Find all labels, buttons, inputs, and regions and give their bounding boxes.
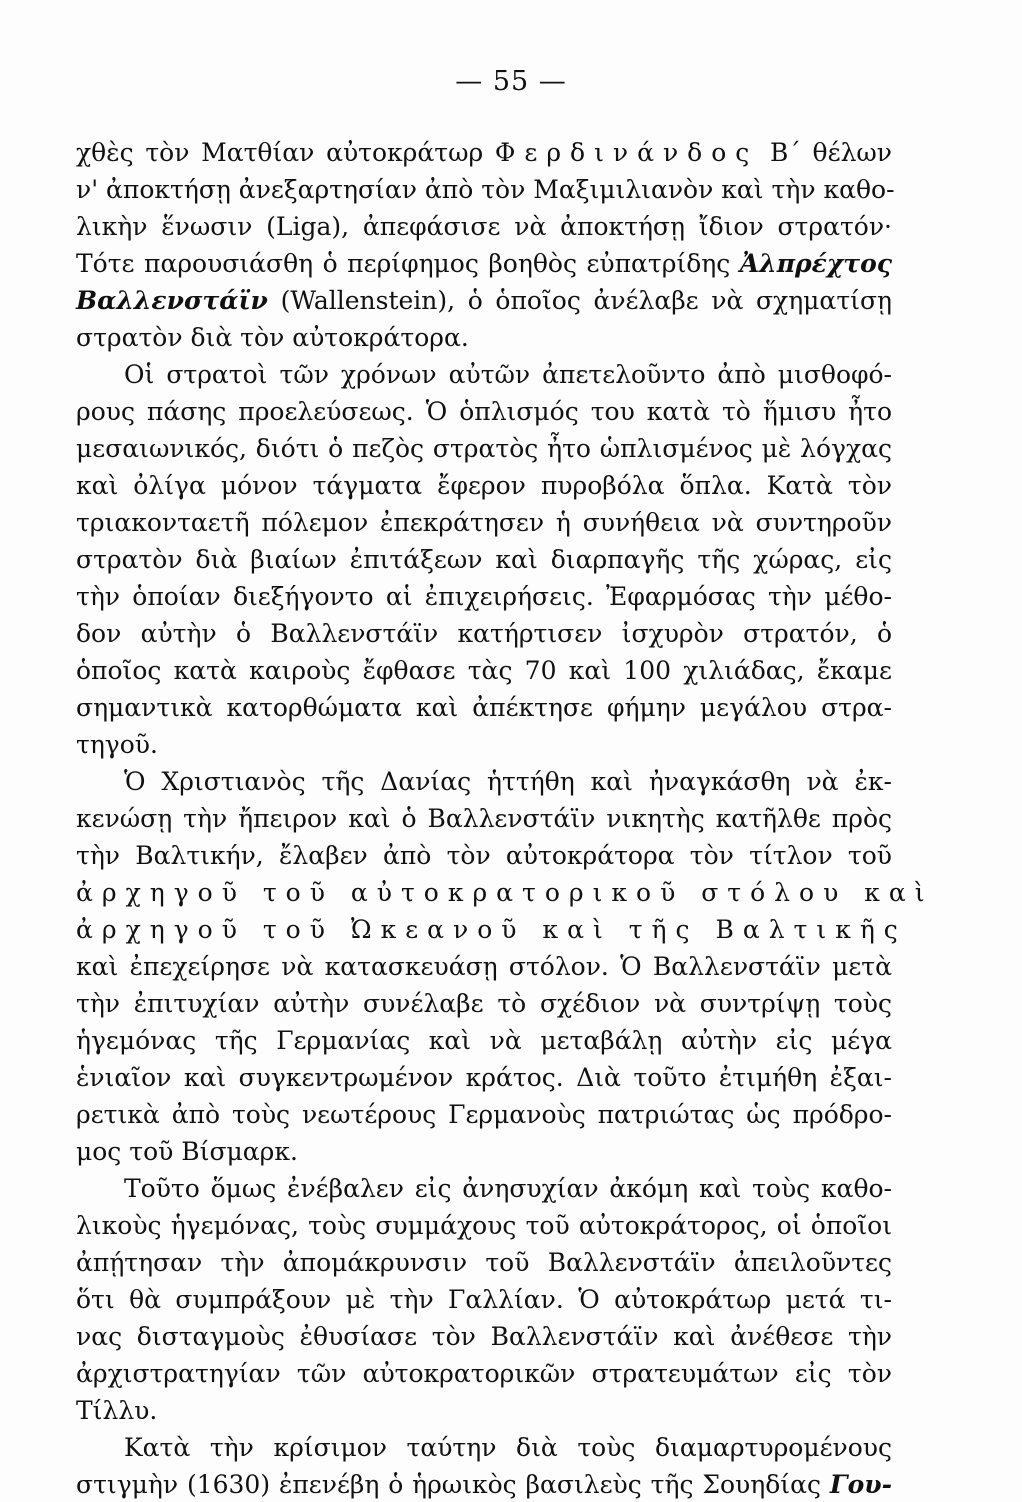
text-line: μος τοῦ Βίσμαρκ. bbox=[76, 1137, 298, 1166]
text-line: ν' ἀποκτήσῃ ἀνεξαρτησίαν ἀπὸ τὸν Μαξιμιλιανὸν καὶ τὴν καθο- bbox=[76, 175, 895, 204]
text-line: Κατὰ τὴν κρίσιμον ταύτην διὰ τοὺς διαμαρτυρομένους bbox=[124, 1433, 892, 1462]
text-line: καὶ ἐπεχείρησε νὰ κατασκευάσῃ στόλον. Ὁ Βαλλενστάϊν μετὰ bbox=[76, 952, 892, 981]
text-line: ἡγεμόνας τῆς Γερμανίας καὶ νὰ μεταβάλῃ αὐτὴν εἰς μέγα bbox=[76, 1026, 892, 1055]
text-line: τὴν ἐπιτυχίαν αὐτὴν συνέλαβε τὸ σχέδιον νὰ συντρίψῃ τοὺς bbox=[76, 989, 892, 1018]
text-line: Βαλλενστάϊν (Wallenstein), ὁ ὁποῖος ἀνέλαβε νὰ σχηματίσῃ bbox=[76, 286, 892, 315]
text-line: χθὲς τὸν Ματθίαν αὐτοκράτωρ Φερδινάνδος Β΄ θέλων bbox=[76, 138, 892, 167]
text-line: Οἱ στρατοὶ τῶν χρόνων αὐτῶν ἀπετελοῦντο ἀπὸ μισθοφό- bbox=[124, 360, 892, 389]
text-line: ἀρχιστρατηγίαν τῶν αὐτοκρατορικῶν στρατευμάτων εἰς τὸν bbox=[76, 1359, 892, 1388]
text-line: καὶ ὀλίγα μόνον τάγματα ἔφερον πυροβόλα ὅπλα. Κατὰ τὸν bbox=[76, 471, 892, 500]
spaced-name: Φερδινάνδος bbox=[494, 138, 759, 167]
text-line: στρατὸν διὰ βιαίων ἐπιτάξεων καὶ διαρπαγῆς τῆς χώρας, εἰς bbox=[76, 545, 892, 574]
page-number: — 55 — bbox=[455, 66, 567, 97]
text-line: ἀρχηγοῦ τοῦ αὐτοκρατορικοῦ στόλου καὶ bbox=[76, 878, 934, 907]
text-line: Τότε παρουσιάσθη ὁ περίφημος βοηθὸς εὐπατρίδης Ἀλπρέχτος bbox=[76, 249, 892, 278]
text-line: νας δισταγμοὺς ἐθυσίασε τὸν Βαλλενστάϊν καὶ ἀνέθεσε τὴν bbox=[76, 1322, 892, 1351]
text-line: στιγμὴν (1630) ἐπενέβη ὁ ἡρωικὸς βασιλεὺς τῆς Σουηδίας Γου- bbox=[76, 1470, 892, 1499]
text-line: Τοῦτο ὅμως ἐνέβαλεν εἰς ἀνησυχίαν ἀκόμη καὶ τοὺς καθο- bbox=[124, 1174, 892, 1203]
bold-name: Ἀλπρέχτος bbox=[739, 249, 892, 278]
text-line: τριακονταετῆ πόλεμον ἐπεκράτησεν ἡ συνήθεια νὰ συντηροῦν bbox=[76, 508, 892, 537]
bold-name: Βαλλενστάϊν bbox=[76, 286, 268, 315]
text-line: λικοὺς ἡγεμόνας, τοὺς συμμάχους τοῦ αὐτοκράτορος, οἱ ὁποῖοι bbox=[76, 1211, 892, 1240]
text-line: ρετικὰ ἀπὸ τοὺς νεωτέρους Γερμανοὺς πατριώτας ὡς πρόδρο- bbox=[76, 1100, 892, 1129]
text-line: ἑνιαῖον καὶ συγκεντρωμένον κράτος. Διὰ τοῦτο ἐτιμήθη ἐξαι- bbox=[76, 1063, 892, 1092]
text-line: ἀρχηγοῦ τοῦ Ὠκεανοῦ καὶ τῆς Βαλτικῆς bbox=[76, 915, 907, 944]
text-line: στρατὸν διὰ τὸν αὐτοκράτορα. bbox=[76, 323, 469, 352]
text-line: λικὴν ἕνωσιν (Liga), ἀπεφάσισε νὰ ἀποκτήσῃ ἴδιον στρατόν· bbox=[76, 212, 892, 241]
text-line: τηγοῦ. bbox=[76, 730, 158, 759]
text-line: ἀπῄτησαν τὴν ἀπομάκρυνσιν τοῦ Βαλλενστάϊν ἀπειλοῦντες bbox=[76, 1248, 892, 1277]
text-line: δον αὐτὴν ὁ Βαλλενστάϊν κατήρτισεν ἰσχυρὸν στρατόν, ὁ bbox=[76, 619, 892, 648]
text-line: Τίλλυ. bbox=[76, 1396, 158, 1425]
text-line: τὴν Βαλτικήν, ἔλαβεν ἀπὸ τὸν αὐτοκράτορα τὸν τίτλον τοῦ bbox=[76, 841, 892, 870]
text-line: σημαντικὰ κατορθώματα καὶ ἀπέκτησε φήμην μεγάλου στρα- bbox=[76, 693, 892, 722]
text-line: ρους πάσης προελεύσεως. Ὁ ὁπλισμός του κατὰ τὸ ἥμισυ ἦτο bbox=[76, 397, 892, 426]
text-line: ὅτι θὰ συμπράξουν μὲ τὴν Γαλλίαν. Ὁ αὐτοκράτωρ μετά τι- bbox=[76, 1285, 892, 1314]
text-line: ὁποῖος κατὰ καιροὺς ἔφθασε τὰς 70 καὶ 100 χιλιάδας, ἔκαμε bbox=[76, 656, 892, 685]
bold-name: Γου- bbox=[829, 1470, 892, 1499]
text-line: τὴν ὁποίαν διεξήγοντο αἱ ἐπιχειρήσεις. Ἐφαρμόσας τὴν μέθο- bbox=[76, 582, 892, 611]
text-line: Ὁ Χριστιανὸς τῆς Δανίας ἡττήθη καὶ ἠναγκάσθη νὰ ἐκ- bbox=[124, 767, 892, 796]
text-line: κενώσῃ τὴν ἤπειρον καὶ ὁ Βαλλενστάϊν νικητὴς κατῆλθε πρὸς bbox=[76, 804, 892, 833]
text-line: μεσαιωνικός, διότι ὁ πεζὸς στρατὸς ἦτο ὡπλισμένος μὲ λόγχας bbox=[76, 434, 892, 463]
